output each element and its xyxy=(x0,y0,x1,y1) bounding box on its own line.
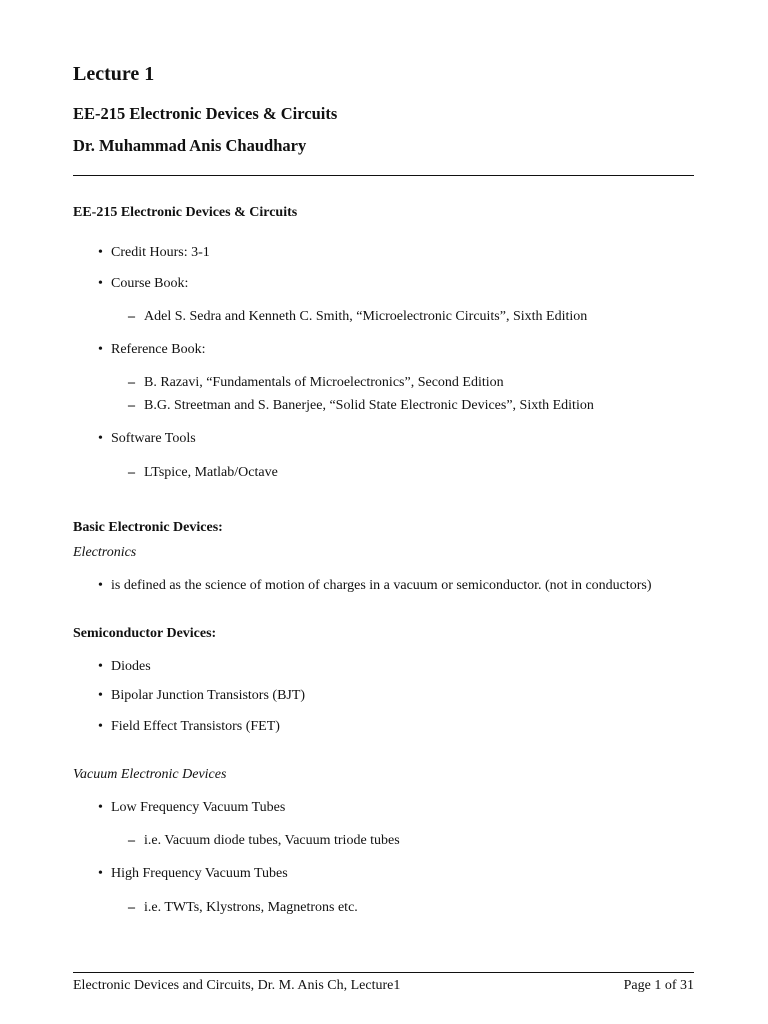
footer-rule xyxy=(73,972,694,973)
dash: – xyxy=(128,375,135,390)
credit-hours: Credit Hours: 3-1 xyxy=(111,245,210,260)
course-info-heading: EE-215 Electronic Devices & Circuits xyxy=(73,205,298,220)
bullet: • xyxy=(98,342,103,357)
list-item: Field Effect Transistors (FET) xyxy=(111,719,280,734)
low-frequency-example: i.e. Vacuum diode tubes, Vacuum triode tubes xyxy=(144,833,400,848)
header-rule xyxy=(73,175,694,176)
software-label: Software Tools xyxy=(111,431,196,446)
dash: – xyxy=(128,900,135,915)
bullet: • xyxy=(98,245,103,260)
footer-left: Electronic Devices and Circuits, Dr. M. Anis Ch, Lecture1 xyxy=(73,978,401,993)
low-frequency-tubes: Low Frequency Vacuum Tubes xyxy=(111,800,286,815)
bullet: • xyxy=(98,431,103,446)
dash: – xyxy=(128,465,135,480)
dash: – xyxy=(128,398,135,413)
bullet: • xyxy=(98,578,103,593)
reference-1: B. Razavi, “Fundamentals of Microelectronics”, Second Edition xyxy=(144,375,504,390)
bullet: • xyxy=(98,688,103,703)
course-book: Adel S. Sedra and Kenneth C. Smith, “Microelectronic Circuits”, Sixth Edition xyxy=(144,309,588,324)
bullet: • xyxy=(98,800,103,815)
software-tools: LTspice, Matlab/Octave xyxy=(144,465,278,480)
bullet: • xyxy=(98,866,103,881)
high-frequency-tubes: High Frequency Vacuum Tubes xyxy=(111,866,288,881)
dash: – xyxy=(128,309,135,324)
course-book-label: Course Book: xyxy=(111,276,189,291)
high-frequency-example: i.e. TWTs, Klystrons, Magnetrons etc. xyxy=(144,900,358,915)
list-item: Diodes xyxy=(111,659,151,674)
bullet: • xyxy=(98,659,103,674)
reference-label: Reference Book: xyxy=(111,342,206,357)
electronics-subheading: Electronics xyxy=(73,545,137,560)
reference-2: B.G. Streetman and S. Banerjee, “Solid State Electronic Devices”, Sixth Edition xyxy=(144,398,594,413)
dash: – xyxy=(128,833,135,848)
vacuum-heading: Vacuum Electronic Devices xyxy=(73,767,227,782)
electronics-definition: is defined as the science of motion of charges in a vacuum or semiconductor. (not in conductors) xyxy=(111,578,652,593)
instructor-name: Dr. Muhammad Anis Chaudhary xyxy=(73,136,307,155)
basic-heading: Basic Electronic Devices: xyxy=(73,520,223,535)
list-item: Bipolar Junction Transistors (BJT) xyxy=(111,688,306,703)
semiconductor-heading: Semiconductor Devices: xyxy=(73,626,217,641)
page-number: Page 1 of 31 xyxy=(623,978,694,993)
lecture-title: Lecture 1 xyxy=(73,63,155,85)
course-title: EE-215 Electronic Devices & Circuits xyxy=(73,104,338,123)
bullet: • xyxy=(98,719,103,734)
bullet: • xyxy=(98,276,103,291)
